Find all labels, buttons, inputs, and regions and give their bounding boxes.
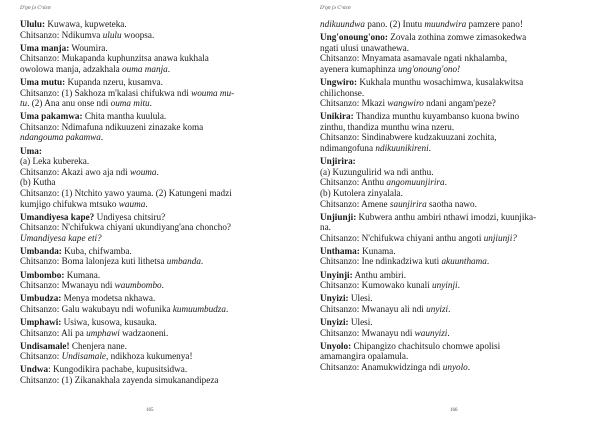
entry-line bbox=[20, 64, 292, 75]
dictionary-entry bbox=[320, 246, 592, 267]
entry-text: Anthu ambiri. bbox=[352, 269, 407, 280]
example-term: Undisamale bbox=[61, 351, 107, 362]
entry-line bbox=[20, 328, 292, 339]
entry-text: ayenera kumaphinza bbox=[320, 63, 399, 74]
dictionary-entry bbox=[320, 317, 592, 338]
dictionary-entry bbox=[20, 270, 292, 291]
entry-line bbox=[320, 317, 592, 328]
headword: Umbanda: bbox=[20, 245, 62, 256]
entry-line bbox=[320, 111, 592, 122]
entry-line bbox=[20, 246, 292, 257]
entry-text: . bbox=[486, 256, 490, 267]
example-term: muundwira bbox=[424, 19, 467, 29]
entry-line bbox=[20, 317, 292, 328]
entry-line bbox=[20, 270, 292, 281]
entry-line bbox=[20, 364, 292, 375]
entry-line bbox=[320, 143, 592, 154]
entry-line bbox=[320, 304, 592, 315]
entry-line bbox=[20, 256, 292, 267]
example-term: unyolo bbox=[442, 361, 468, 372]
entry-line bbox=[20, 177, 292, 188]
entry-text: Kunama. bbox=[359, 245, 396, 256]
entry-text: zinthu, thandiza munthu wina nzeru. bbox=[320, 121, 455, 132]
entry-text: Chitsanzo: Mukapanda kuphunzitsa anawa kukhala bbox=[20, 53, 209, 64]
entry-text: (a) Leka kubereka. bbox=[20, 156, 90, 167]
entry-line bbox=[20, 43, 292, 54]
example-term: wouma mu- bbox=[191, 87, 235, 98]
entry-line bbox=[320, 98, 592, 109]
entry-line bbox=[320, 156, 592, 167]
entry-text: Chitsanzo: N'chifukwa chiyani anthu angoti bbox=[320, 232, 484, 243]
entry-text: ndani angam'peze? bbox=[423, 98, 496, 109]
dictionary-entry bbox=[320, 212, 592, 244]
entry-line bbox=[20, 293, 292, 304]
entry-text: Chitsanzo: (1) Ntchito yawo yauma. (2) Katungeni madzi bbox=[20, 187, 232, 198]
example-term: unjiunji? bbox=[483, 232, 517, 243]
entry-text: Chitsanzo: Galu wakubayu ndi wofunika bbox=[20, 303, 173, 314]
example-term: tu bbox=[20, 98, 28, 109]
entry-line bbox=[320, 188, 592, 199]
dictionary-entry bbox=[20, 111, 292, 143]
example-term: ouma mitu bbox=[110, 98, 150, 109]
entry-text: . bbox=[167, 63, 171, 74]
entry-text: Chitsanzo: Mkazi bbox=[320, 98, 388, 109]
entry-text: Chipangizo chachitsulo chomwe apolisi bbox=[351, 340, 501, 351]
entry-line bbox=[20, 77, 292, 88]
entry-line bbox=[20, 222, 292, 233]
entry-line bbox=[320, 88, 592, 99]
dictionary-entry bbox=[20, 43, 292, 75]
entry-line bbox=[320, 351, 592, 362]
entry-line bbox=[20, 111, 292, 122]
entry-text: . bbox=[428, 143, 431, 154]
entry-text: woopsa. bbox=[121, 29, 155, 40]
entry-line bbox=[20, 199, 292, 210]
entry-line bbox=[20, 146, 292, 157]
entry-line bbox=[20, 98, 292, 109]
example-term: kumuumbudza bbox=[172, 303, 226, 314]
entry-text: Chitsanzo: Ndimafuna ndikuuzeni zinazake koma bbox=[20, 121, 204, 132]
entry-line bbox=[320, 19, 592, 30]
entry-line bbox=[20, 19, 292, 30]
entry-text: , ndikhoza kukumenya! bbox=[106, 351, 193, 362]
dictionary-entry bbox=[20, 364, 292, 385]
entry-text: chilichonse. bbox=[320, 87, 365, 98]
dictionary-entry bbox=[20, 19, 292, 40]
example-term: saunjirira bbox=[389, 198, 427, 209]
headword: Umandiyesa kape? bbox=[20, 211, 95, 222]
entry-line bbox=[20, 375, 292, 386]
dictionary-entry bbox=[320, 341, 592, 373]
headword: Umbombo: bbox=[20, 269, 65, 280]
entry-text: Chitsanzo: Boma lalonjeza kuti lithetsa bbox=[20, 256, 167, 267]
entry-line bbox=[20, 233, 292, 244]
example-term: Umandiyesa kape eti? bbox=[20, 232, 102, 243]
entry-line bbox=[320, 53, 592, 64]
entry-text: Ulesi. bbox=[348, 316, 373, 327]
entry-line bbox=[320, 43, 592, 54]
entry-text: . bbox=[149, 98, 152, 109]
entry-text: Chitsanzo: Anamukwidzinga ndi bbox=[320, 361, 443, 372]
entry-text: Chitsanzo: Mwanayu ali ndi bbox=[320, 303, 427, 314]
example-term: angomuunjirira bbox=[386, 177, 445, 188]
entry-text: Zovala zothina zomwe zimasokedwa bbox=[387, 32, 527, 43]
entry-text: Menya modetsa nkhawa. bbox=[61, 293, 156, 304]
example-term: waunyizi bbox=[414, 327, 448, 338]
entry-line bbox=[20, 280, 292, 291]
entry-text: (b) Kutha bbox=[20, 177, 56, 188]
headword: Umphawi: bbox=[20, 316, 62, 327]
entry-text: . bbox=[467, 361, 471, 372]
example-term: akuunthama bbox=[441, 256, 487, 267]
headword: Ungwiro: bbox=[320, 76, 358, 87]
entry-text: . bbox=[156, 166, 159, 177]
entry-line bbox=[320, 233, 592, 244]
headword: Uma mutu: bbox=[20, 76, 66, 87]
entry-text: Chita mantha kuulula. bbox=[82, 111, 167, 122]
entry-line bbox=[20, 167, 292, 178]
entry-text: kumjigo chifukwa mtsuko bbox=[20, 198, 119, 209]
entry-text: . bbox=[161, 280, 164, 291]
entry-line bbox=[20, 212, 292, 223]
entry-text: Chitsanzo: (1) Sakhoza m'kalasi chifukwa ndi bbox=[20, 87, 192, 98]
headword: Undwa bbox=[20, 364, 49, 375]
entry-line bbox=[320, 64, 592, 75]
entry-line bbox=[320, 132, 592, 143]
entry-line bbox=[320, 222, 592, 233]
headword: Uma: bbox=[20, 145, 42, 156]
entry-text: . bbox=[457, 280, 460, 291]
example-term: ndangouma pakamwa bbox=[20, 132, 101, 143]
headword: Unyinji: bbox=[320, 269, 353, 280]
example-term: wangwiro bbox=[387, 98, 424, 109]
entry-text: : Kungodikira pachabe, kupusitsidwa. bbox=[48, 364, 188, 375]
entry-line bbox=[320, 362, 592, 373]
entry-text: Chitsanzo: Ali pa bbox=[20, 327, 87, 338]
entry-line bbox=[20, 188, 292, 199]
entry-line bbox=[320, 212, 592, 223]
entry-text: wadzaoneni. bbox=[119, 327, 169, 338]
dictionary-entries bbox=[320, 19, 592, 375]
example-term: wauma bbox=[118, 198, 146, 209]
entry-text: pamzere pano! bbox=[466, 19, 523, 29]
entry-line bbox=[20, 122, 292, 133]
headword: Undisamale! bbox=[20, 340, 70, 351]
entry-line bbox=[20, 304, 292, 315]
dictionary-entry bbox=[20, 212, 292, 244]
example-term: unyizi bbox=[426, 303, 449, 314]
entry-line bbox=[320, 341, 592, 352]
entry-line bbox=[320, 256, 592, 267]
entry-line bbox=[20, 132, 292, 143]
entry-text: pano. (2) Inutu bbox=[364, 19, 425, 29]
dictionary-entry bbox=[320, 111, 592, 153]
entry-line bbox=[320, 280, 592, 291]
page-number: 166 bbox=[450, 408, 458, 413]
entry-text: na. bbox=[320, 222, 331, 233]
dictionary-entry bbox=[20, 77, 292, 109]
example-term: ung'onoung'ono! bbox=[398, 63, 461, 74]
entry-line bbox=[20, 351, 292, 362]
example-term: ululu bbox=[102, 29, 122, 40]
entry-text: Chitsanzo: N'chifukwa chiyani ukundiyang'ana choncho? bbox=[20, 222, 231, 233]
entry-text: (b) Kutolera zinyalala. bbox=[320, 187, 403, 198]
running-header: Ŋ'ŋʊ ʃə Cʰɩlɛʊ bbox=[20, 5, 51, 11]
example-term: ndikuundwa bbox=[320, 19, 365, 29]
entry-line bbox=[320, 328, 592, 339]
entry-line bbox=[320, 270, 592, 281]
entry-line bbox=[320, 246, 592, 257]
dictionary-entry bbox=[320, 19, 592, 30]
entry-text: Chenjera nane. bbox=[69, 340, 127, 351]
entry-text: . bbox=[100, 132, 104, 143]
entry-text: . bbox=[444, 177, 447, 188]
entry-line bbox=[320, 77, 592, 88]
dictionary-entry bbox=[320, 156, 592, 209]
example-term: waumbombo bbox=[114, 280, 162, 291]
entry-text: Chitsanzo: Mwanayu ndi bbox=[20, 280, 115, 291]
dictionary-entry bbox=[20, 317, 292, 338]
entry-text: owolowa manja, adzakhala bbox=[20, 63, 123, 74]
entry-line bbox=[320, 199, 592, 210]
entry-text: Kumana. bbox=[64, 269, 101, 280]
headword: Unikira: bbox=[320, 111, 354, 122]
dictionary-entry bbox=[320, 293, 592, 314]
entry-text: saotha nawo. bbox=[426, 198, 477, 209]
entry-text: . bbox=[225, 303, 229, 314]
example-term: wouma bbox=[129, 166, 157, 177]
example-term: umphawi bbox=[86, 327, 120, 338]
entry-text: Kuba, chifwamba. bbox=[61, 245, 132, 256]
entry-line bbox=[20, 156, 292, 167]
entry-text: Chitsanzo: Ine ndinkadziwa kuti bbox=[320, 256, 442, 267]
example-term: ouma manja bbox=[122, 63, 168, 74]
entry-text: Chitsanzo: Mwanayu ndi bbox=[320, 327, 415, 338]
entry-line bbox=[320, 122, 592, 133]
headword: Unjirira: bbox=[320, 156, 356, 167]
entry-line bbox=[320, 177, 592, 188]
dictionary-entries bbox=[20, 19, 292, 388]
dictionary-entry bbox=[320, 32, 592, 74]
entry-text: ngati ulusi unawathewa. bbox=[320, 42, 410, 53]
example-term: ndikuunikireni bbox=[375, 143, 429, 154]
entry-text: Chitsanzo: Ndikumva bbox=[20, 29, 103, 40]
headword: Unyizi: bbox=[320, 316, 349, 327]
entry-text: (a) Kuzungulirid wa ndi anthu. bbox=[320, 166, 434, 177]
headword: Ung'onoung'ono: bbox=[320, 32, 388, 43]
entry-text: Chitsanzo: Mnyamata asamavale ngati nkhalamba, bbox=[320, 53, 508, 64]
headword: Unyizi: bbox=[320, 293, 349, 304]
entry-text: ndimangofuna bbox=[320, 143, 376, 154]
entry-text: Chitsanzo: Anthu bbox=[320, 177, 387, 188]
entry-text: Chitsanzo: Sindinabwere kudzakuuzani zochita, bbox=[320, 132, 497, 143]
entry-line bbox=[320, 167, 592, 178]
right-page bbox=[300, 0, 600, 424]
entry-line bbox=[320, 32, 592, 43]
headword: Uma pakamwa: bbox=[20, 111, 83, 122]
dictionary-entry bbox=[320, 77, 592, 109]
entry-text: Chitsanzo: Akazi awo aja ndi bbox=[20, 166, 130, 177]
entry-text: Usiwa, kusowa, kusauka. bbox=[61, 316, 157, 327]
running-header: Ŋ'ŋʊ ʃə Cʰɩlɛʊ bbox=[320, 5, 351, 11]
entry-text: . bbox=[145, 198, 148, 209]
entry-text: Ulesi. bbox=[348, 293, 373, 304]
entry-line bbox=[320, 293, 592, 304]
entry-line bbox=[20, 341, 292, 352]
entry-text: Chitsanzo: Amene bbox=[320, 198, 390, 209]
entry-text: Undiyesa chitsiru? bbox=[94, 211, 166, 222]
entry-text: Chitsanzo: bbox=[20, 351, 62, 362]
headword: Umbudza: bbox=[20, 293, 62, 304]
entry-text: Kuwawa, kupweteka. bbox=[45, 19, 127, 29]
dictionary-entry bbox=[20, 293, 292, 314]
entry-line bbox=[20, 30, 292, 41]
entry-text: . bbox=[448, 303, 451, 314]
entry-text: Kukhala munthu wosachimwa, kusalakwitsa bbox=[357, 76, 524, 87]
entry-text: amamangira opalamula. bbox=[320, 351, 409, 362]
entry-text: Chitsanzo: (1) Zikanakhala zayenda simukanandipeza bbox=[20, 374, 219, 385]
entry-line bbox=[20, 88, 292, 99]
example-term: umbanda bbox=[166, 256, 201, 267]
dictionary-entry bbox=[320, 270, 592, 291]
entry-text: Thandiza munthu kuyambanso kuona bwino bbox=[353, 111, 520, 122]
headword: Unthama: bbox=[320, 245, 360, 256]
entry-text: Kupanda nzeru, kusamva. bbox=[65, 76, 163, 87]
headword: Unyolo: bbox=[320, 340, 352, 351]
example-term: unyinji bbox=[432, 280, 458, 291]
dictionary-entry bbox=[20, 246, 292, 267]
dictionary-entry bbox=[20, 146, 292, 210]
entry-text: Woumira. bbox=[69, 42, 108, 53]
headword: Uma manja: bbox=[20, 42, 70, 53]
entry-line bbox=[20, 53, 292, 64]
page-number: 165 bbox=[146, 408, 154, 413]
entry-text: Chitsanzo: Kumowako kunali bbox=[320, 280, 433, 291]
entry-text: Kubwera anthu ambiri nthawi imodzi, kuunjika- bbox=[356, 211, 537, 222]
entry-text: . bbox=[200, 256, 204, 267]
headword: Unjiunji: bbox=[320, 211, 357, 222]
entry-text: . (2) Ana anu onse ndi bbox=[27, 98, 111, 109]
entry-text: . bbox=[447, 327, 450, 338]
dictionary-entry bbox=[20, 341, 292, 362]
headword: Ululu: bbox=[20, 19, 46, 29]
